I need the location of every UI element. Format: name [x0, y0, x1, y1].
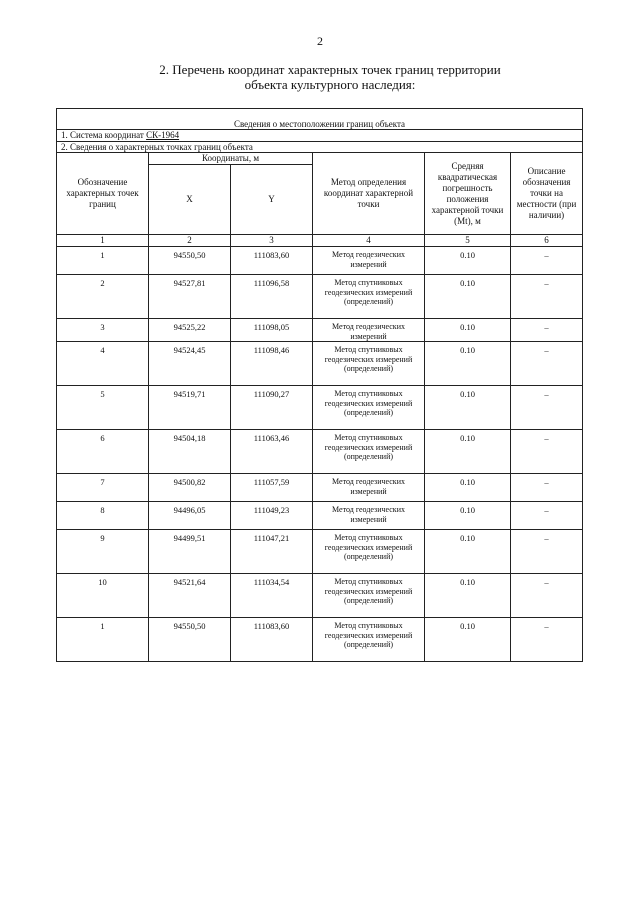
- title-line-1: 2. Перечень координат характерных точек границ территории: [159, 62, 501, 77]
- coordinates-table: [56, 108, 583, 662]
- y-value-cell: 111063,46: [231, 430, 313, 474]
- point-label-cell: 6: [57, 430, 149, 474]
- x-value-cell: 94519,71: [149, 386, 231, 430]
- error-value-cell: 0.10: [425, 574, 511, 618]
- description-cell: –: [511, 430, 583, 474]
- method-cell: Метод спутниковых геодезических измерений (определений): [313, 342, 425, 386]
- column-number-6: 6: [511, 235, 583, 247]
- method-cell: Метод геодезических измерений: [313, 474, 425, 502]
- column-number-2: 2: [149, 235, 231, 247]
- error-value-cell: 0.10: [425, 530, 511, 574]
- error-value-cell: 0.10: [425, 319, 511, 342]
- x-value-cell: 94499,51: [149, 530, 231, 574]
- points-info: 2. Сведения о характерных точках границ объекта: [57, 142, 583, 153]
- description-cell: –: [511, 618, 583, 662]
- y-value-cell: 111098,46: [231, 342, 313, 386]
- x-value-cell: 94521,64: [149, 574, 231, 618]
- x-value-cell: 94525,22: [149, 319, 231, 342]
- x-value-cell: 94496,05: [149, 502, 231, 530]
- column-number-4: 4: [313, 235, 425, 247]
- header-coordinates: Координаты, м: [149, 153, 313, 165]
- y-value-cell: 111034,54: [231, 574, 313, 618]
- description-cell: –: [511, 530, 583, 574]
- error-value-cell: 0.10: [425, 342, 511, 386]
- table-row: [57, 530, 583, 574]
- y-value-cell: 111096,58: [231, 275, 313, 319]
- x-value-cell: 94527,81: [149, 275, 231, 319]
- x-value-cell: 94524,45: [149, 342, 231, 386]
- header-x: X: [149, 165, 231, 235]
- error-value-cell: 0.10: [425, 618, 511, 662]
- column-number-5: 5: [425, 235, 511, 247]
- point-label-cell: 3: [57, 319, 149, 342]
- error-value-cell: 0.10: [425, 502, 511, 530]
- y-value-cell: 111047,21: [231, 530, 313, 574]
- point-label-cell: 1: [57, 618, 149, 662]
- y-value-cell: 111083,60: [231, 247, 313, 275]
- error-value-cell: 0.10: [425, 430, 511, 474]
- table-row: [57, 319, 583, 342]
- description-cell: –: [511, 502, 583, 530]
- x-value-cell: 94500,82: [149, 474, 231, 502]
- coordinate-system-value: СК-1964: [146, 130, 180, 140]
- header-error: Средняя квадратическая погрешность положения характерной точки (Mt), м: [425, 153, 511, 235]
- header-method: Метод определения координат характерной точки: [313, 153, 425, 235]
- method-cell: Метод спутниковых геодезических измерений (определений): [313, 530, 425, 574]
- method-cell: Метод геодезических измерений: [313, 319, 425, 342]
- header-y: Y: [231, 165, 313, 235]
- error-value-cell: 0.10: [425, 386, 511, 430]
- y-value-cell: 111057,59: [231, 474, 313, 502]
- table-row: [57, 574, 583, 618]
- method-cell: Метод спутниковых геодезических измерений (определений): [313, 386, 425, 430]
- method-cell: Метод спутниковых геодезических измерений (определений): [313, 430, 425, 474]
- coordinate-system: [57, 130, 583, 142]
- method-cell: Метод спутниковых геодезических измерений (определений): [313, 275, 425, 319]
- method-cell: Метод спутниковых геодезических измерений (определений): [313, 618, 425, 662]
- y-value-cell: 111083,60: [231, 618, 313, 662]
- title-line-2: объекта культурного наследия:: [244, 77, 416, 92]
- description-cell: –: [511, 247, 583, 275]
- error-value-cell: 0.10: [425, 474, 511, 502]
- method-cell: Метод геодезических измерений: [313, 502, 425, 530]
- point-label-cell: 10: [57, 574, 149, 618]
- table-row: [57, 247, 583, 275]
- y-value-cell: 111098,05: [231, 319, 313, 342]
- coordinate-system-label: 1. Система координат: [61, 130, 147, 140]
- x-value-cell: 94504,18: [149, 430, 231, 474]
- error-value-cell: 0.10: [425, 247, 511, 275]
- table-row: [57, 618, 583, 662]
- method-cell: Метод спутниковых геодезических измерений (определений): [313, 574, 425, 618]
- x-value-cell: 94550,50: [149, 247, 231, 275]
- point-label-cell: 5: [57, 386, 149, 430]
- point-label-cell: 7: [57, 474, 149, 502]
- description-cell: –: [511, 342, 583, 386]
- table-row: [57, 275, 583, 319]
- point-label-cell: 8: [57, 502, 149, 530]
- y-value-cell: 111049,23: [231, 502, 313, 530]
- header-description: Описание обозначения точки на местности (при наличии): [511, 153, 583, 235]
- description-cell: –: [511, 386, 583, 430]
- page-number: 2: [317, 34, 323, 48]
- description-cell: –: [511, 474, 583, 502]
- error-value-cell: 0.10: [425, 275, 511, 319]
- description-cell: –: [511, 574, 583, 618]
- table-row: [57, 342, 583, 386]
- column-number-3: 3: [231, 235, 313, 247]
- point-label-cell: 1: [57, 247, 149, 275]
- point-label-cell: 4: [57, 342, 149, 386]
- table-caption: Сведения о местоположении границ объекта: [57, 119, 583, 130]
- description-cell: –: [511, 275, 583, 319]
- point-label-cell: 9: [57, 530, 149, 574]
- method-cell: Метод геодезических измерений: [313, 247, 425, 275]
- table-row: [57, 502, 583, 530]
- table-row: [57, 386, 583, 430]
- y-value-cell: 111090,27: [231, 386, 313, 430]
- table-row: [57, 430, 583, 474]
- header-point-label: Обозначение характерных точек границ: [57, 153, 149, 235]
- x-value-cell: 94550,50: [149, 618, 231, 662]
- description-cell: –: [511, 319, 583, 342]
- point-label-cell: 2: [57, 275, 149, 319]
- table-row: [57, 474, 583, 502]
- column-number-1: 1: [57, 235, 149, 247]
- page-title: [120, 62, 540, 92]
